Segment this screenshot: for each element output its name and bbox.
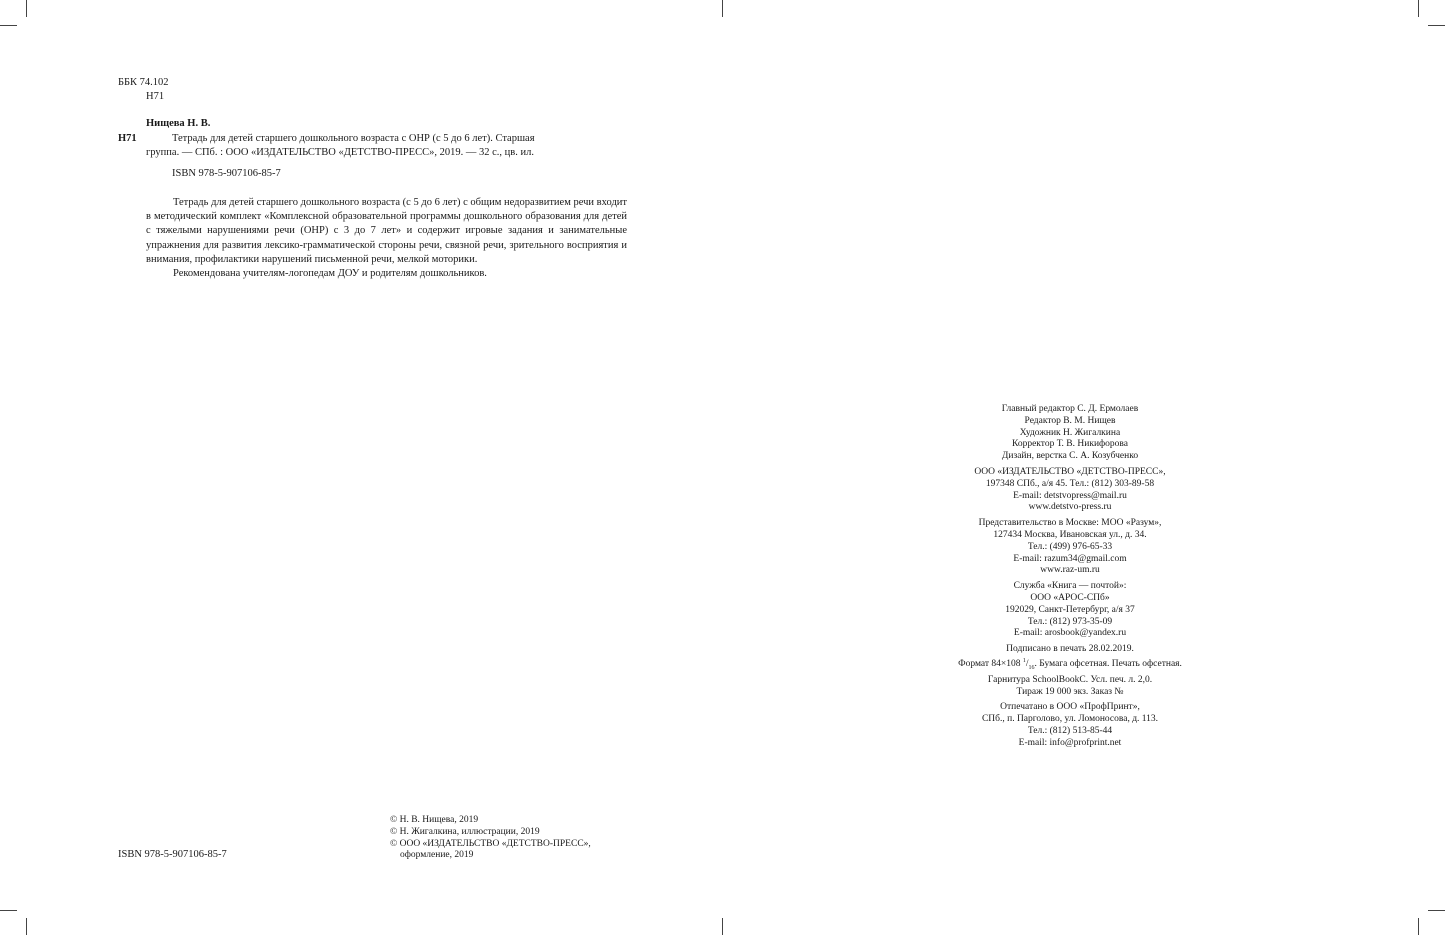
format-frac-num: 1 [1022,657,1026,664]
bbk-code: ББК 74.102 [118,77,169,88]
crop-mark [0,25,17,26]
crop-mark [1428,910,1445,911]
printer-group [930,702,1210,749]
moscow-line: www.raz-um.ru [1040,565,1100,576]
staff-line: Дизайн, верстка С. А. Козубченко [1001,451,1139,462]
crop-mark [1428,25,1445,26]
moscow-line: 127434 Москва, Ивановская ул., д. 34. [993,529,1147,540]
run-line: Тираж 19 000 экз. Заказ № [1016,686,1124,697]
publisher-line: 197348 СПб., а/я 45. Тел.: (812) 303-89-58 [985,478,1155,489]
crop-mark [26,918,27,935]
author-code: Н71 [146,91,165,102]
mail-service-group [930,581,1210,640]
format-line: Формат 84×108 $^1/_{16}$. Бумага офсетная. Печать офсетная. [958,657,1182,671]
crop-mark [26,0,27,17]
recommendation-text: Рекомендована учителям-логопедам ДОУ и родителям дошкольников. [173,268,487,280]
printer-line: СПб., п. Парголово, ул. Ломоносова, д. 113. [981,714,1159,725]
annotation-text: Тетрадь для детей старшего дошкольного возраста (с 5 до 6 лет) с общим недоразвитием речи входит в методический комплект «Комплексной образовательной программы дошкольного образования для детей с тяжелыми нарушениями речи (ОНР) с 3 до 7 лет» и содержит игровые задания и занимательные упражнения для развития лексико-грамматической стороны речи, связной речи, зрительного восприятия и внимания, профилактики нарушений письменной речи, мелкой моторики. [146,197,627,265]
staff-line: Редактор В. М. Нищев [1024,415,1116,426]
copyright-line: © ООО «ИЗДАТЕЛЬСТВО «ДЕТСТВО-ПРЕСС», [390,838,591,849]
bib-line-2: группа. — СПб. : ООО «ИЗДАТЕЛЬСТВО «ДЕТСТВО-ПРЕСС», 2019. — 32 с., цв. ил. [146,147,534,158]
publisher-line: www.detstvo-press.ru [1028,502,1112,513]
printer-line: Тел.: (812) 513-85-44 [1027,725,1113,736]
format-frac-den: 16 [1028,664,1035,671]
mail-service-line: Тел.: (812) 973-35-09 [1027,616,1113,627]
copyright-block [390,815,591,862]
moscow-line: E-mail: razum34@gmail.com [1013,553,1127,564]
moscow-line: Представительство в Москве: МОО «Разум», [978,518,1162,529]
crop-mark [722,918,723,935]
mail-service-line: 192029, Санкт-Петербург, а/я 37 [1005,604,1135,615]
moscow-line: Тел.: (499) 976-65-33 [1027,541,1113,552]
annotation [146,196,627,281]
format-suffix: . Бумага офсетная. Печать офсетная. [1034,659,1182,670]
printer-line: Отпечатано в ООО «ПрофПринт», [1000,702,1140,713]
crop-mark [1418,918,1419,935]
isbn-bottom: ISBN 978-5-907106-85-7 [118,849,227,860]
publisher-line: E-mail: detstvopress@mail.ru [1013,490,1127,501]
crop-mark [1418,0,1419,17]
copyright-line: оформление, 2019 [400,850,474,861]
crop-mark [0,910,17,911]
publisher-line: ООО «ИЗДАТЕЛЬСТВО «ДЕТСТВО-ПРЕСС», [974,466,1166,477]
copyright-line: © Н. В. Нищева, 2019 [390,815,479,825]
staff-line: Корректор Т. В. Никифорова [1011,439,1129,450]
mail-service-line: E-mail: arosbook@yandex.ru [1013,628,1127,639]
imprint-block [930,404,1210,754]
print-specs-group [930,644,1210,698]
isbn-top: ISBN 978-5-907106-85-7 [172,168,281,179]
moscow-group [930,518,1210,577]
mail-service-line: ООО «АРОС-СПб» [1030,592,1110,603]
author-name: Нищева Н. В. [146,118,211,129]
print-signed: Подписано в печать 28.02.2019. [1006,644,1134,655]
crop-mark [722,0,723,17]
format-prefix: Формат 84×108 [958,659,1023,670]
typeface-line: Гарнитура SchoolBookC. Усл. печ. л. 2,0. [987,674,1153,685]
bib-line-1: Тетрадь для детей старшего дошкольного возраста с ОНР (с 5 до 6 лет). Старшая [172,133,535,144]
publisher-group [930,467,1210,514]
staff-line: Художник Н. Жигалкина [1019,427,1121,438]
code-marker: Н71 [118,133,137,144]
copyright-line: © Н. Жигалкина, иллюстрации, 2019 [390,826,540,837]
printer-line: E-mail: info@profprint.net [1018,737,1122,748]
mail-service-line: Служба «Книга — почтой»: [1013,581,1127,592]
staff-group [930,404,1210,463]
staff-line: Главный редактор С. Д. Ермолаев [1001,404,1139,414]
